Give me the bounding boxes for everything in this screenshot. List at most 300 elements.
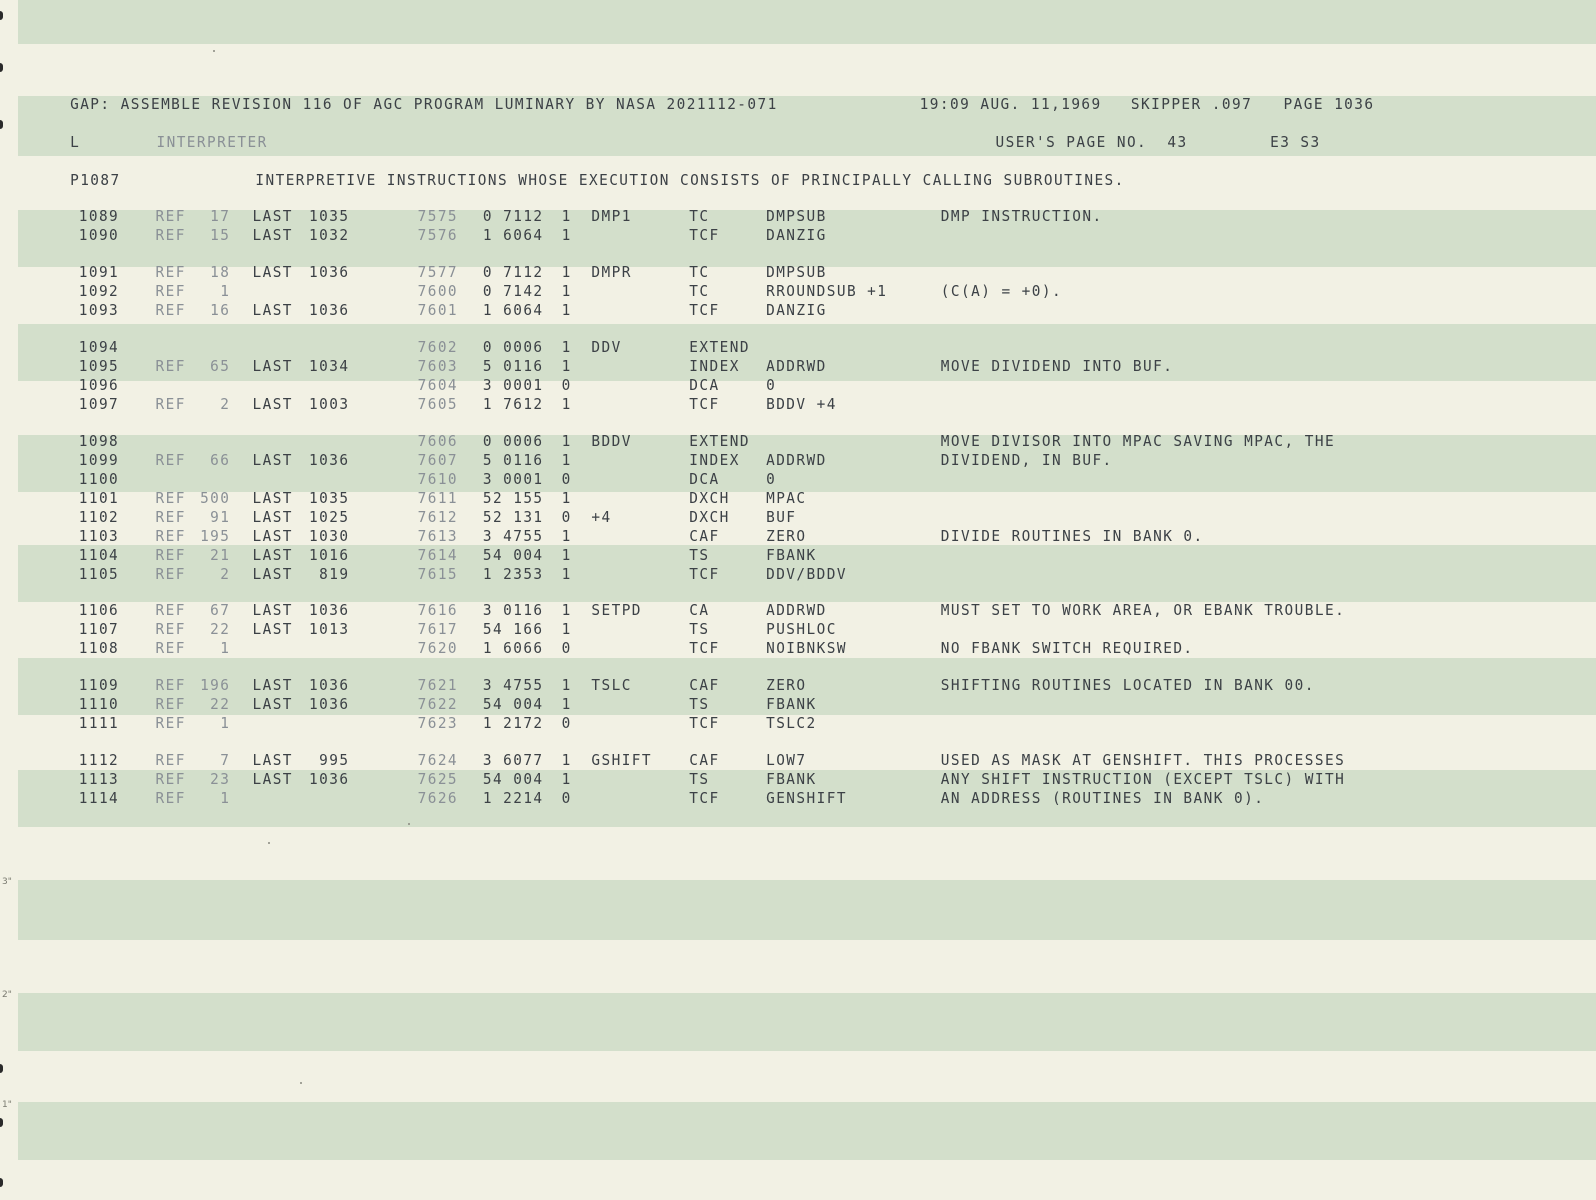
listing-cell-word: 1 6066 <box>482 639 544 657</box>
header-line <box>0 94 1440 114</box>
listing-cell-comment: AN ADDRESS (ROUTINES IN BANK 0). <box>940 789 1265 807</box>
listing-cell-refn: 7 <box>220 751 231 769</box>
listing-cell-word: 1 2353 <box>482 565 544 583</box>
listing-cell-last: LAST <box>252 546 293 564</box>
listing-cell-operand: TSLC2 <box>766 714 817 732</box>
listing-cell-last: LAST <box>252 301 293 319</box>
listing-cell-operand: FBANK <box>766 695 817 713</box>
listing-cell-operand: ZERO <box>766 676 807 694</box>
listing-cell-last: LAST <box>252 751 293 769</box>
listing-cell-op: TS <box>689 770 710 788</box>
listing-cell-operand: ADDRWD <box>766 451 827 469</box>
listing-row <box>0 788 1440 808</box>
listing-cell-refn: 23 <box>210 770 231 788</box>
listing-cell-line: 1105 <box>78 565 120 583</box>
listing-cell-ref: REF <box>155 282 186 300</box>
listing-cell-operand: 0 <box>766 376 777 394</box>
listing-cell-addr: 7604 <box>417 376 459 394</box>
paper-speck <box>268 842 270 844</box>
listing-cell-operand: MPAC <box>766 489 807 507</box>
bank-code: E3 S3 <box>1270 133 1321 151</box>
listing-cell-addr: 7620 <box>417 639 459 657</box>
listing-row <box>0 564 1440 584</box>
listing-cell-label: SETPD <box>591 601 642 619</box>
assembly-timestamp: 19:09 AUG. 11,1969 <box>919 95 1102 113</box>
listing-cell-lastn: 1036 <box>309 451 350 469</box>
listing-cell-addr: 7624 <box>417 751 459 769</box>
listing-cell-refn: 21 <box>210 546 231 564</box>
listing-cell-line: 1114 <box>78 789 120 807</box>
page-number: PAGE 1036 <box>1283 95 1375 113</box>
listing-cell-op: EXTEND <box>689 432 750 450</box>
log-section-id: P1087 <box>70 171 121 189</box>
listing-cell-word: 54 004 <box>482 770 544 788</box>
listing-cell-op: TCF <box>689 226 720 244</box>
listing-cell-line: 1111 <box>78 714 120 732</box>
listing-cell-operand: FBANK <box>766 546 817 564</box>
listing-cell-refn: 1 <box>220 714 231 732</box>
listing-row <box>0 375 1440 395</box>
listing-cell-op: TC <box>689 207 710 225</box>
listing-cell-label: GSHIFT <box>591 751 653 769</box>
listing-row <box>0 694 1440 714</box>
listing-cell-addr: 7575 <box>417 207 459 225</box>
listing-cell-refn: 66 <box>210 451 231 469</box>
listing-cell-refn: 1 <box>220 789 231 807</box>
listing-cell-lastn: 1035 <box>309 489 350 507</box>
listing-cell-word: 54 004 <box>482 546 544 564</box>
listing-cell-addr: 7600 <box>417 282 459 300</box>
listing-cell-addr: 7610 <box>417 470 459 488</box>
listing-cell-lastn: 1034 <box>309 357 350 375</box>
listing-cell-par: 1 <box>561 489 572 507</box>
paper-speck <box>300 1082 302 1084</box>
listing-cell-lastn: 1025 <box>309 508 350 526</box>
listing-cell-operand: ADDRWD <box>766 601 827 619</box>
listing-cell-last: LAST <box>252 207 293 225</box>
listing-cell-line: 1108 <box>78 639 120 657</box>
listing-cell-addr: 7622 <box>417 695 459 713</box>
listing-row <box>0 469 1440 489</box>
margin-mark: 2" <box>2 990 12 1000</box>
listing-cell-line: 1109 <box>78 676 120 694</box>
listing-cell-addr: 7616 <box>417 601 459 619</box>
listing-cell-refn: 2 <box>220 565 231 583</box>
listing-cell-op: TC <box>689 282 710 300</box>
listing-row <box>0 769 1440 789</box>
listing-cell-op: EXTEND <box>689 338 750 356</box>
listing-cell-lastn: 1030 <box>309 527 350 545</box>
listing-cell-last: LAST <box>252 527 293 545</box>
listing-cell-refn: 196 <box>200 676 231 694</box>
listing-cell-par: 1 <box>561 770 572 788</box>
listing-cell-line: 1102 <box>78 508 120 526</box>
listing-cell-addr: 7613 <box>417 527 459 545</box>
listing-cell-last: LAST <box>252 489 293 507</box>
listing-cell-par: 0 <box>561 639 572 657</box>
listing-row <box>0 713 1440 733</box>
skipper-value: SKIPPER .097 <box>1130 95 1253 113</box>
listing-cell-par: 0 <box>561 376 572 394</box>
listing-cell-word: 3 0001 <box>482 470 544 488</box>
listing-cell-last: LAST <box>252 508 293 526</box>
listing-cell-line: 1104 <box>78 546 120 564</box>
listing-row <box>0 600 1440 620</box>
listing-cell-op: DXCH <box>689 489 730 507</box>
listing-cell-par: 0 <box>561 508 572 526</box>
listing-row <box>0 300 1440 320</box>
listing-cell-word: 0 0006 <box>482 338 544 356</box>
listing-cell-word: 3 4755 <box>482 527 544 545</box>
listing-cell-addr: 7617 <box>417 620 459 638</box>
listing-cell-op: CAF <box>689 751 720 769</box>
paper-stripe <box>18 993 1596 1051</box>
listing-cell-refn: 2 <box>220 395 231 413</box>
listing-cell-op: TCF <box>689 639 720 657</box>
listing-cell-word: 3 0001 <box>482 376 544 394</box>
listing-cell-last: LAST <box>252 620 293 638</box>
listing-cell-comment: MOVE DIVISOR INTO MPAC SAVING MPAC, THE <box>940 432 1336 450</box>
listing-cell-par: 1 <box>561 565 572 583</box>
listing-cell-line: 1090 <box>78 226 120 244</box>
listing-cell-addr: 7607 <box>417 451 459 469</box>
listing-cell-word: 52 131 <box>482 508 544 526</box>
listing-cell-lastn: 1036 <box>309 770 350 788</box>
listing-cell-ref: REF <box>155 226 186 244</box>
listing-cell-refn: 18 <box>210 263 231 281</box>
listing-cell-label: DMPR <box>591 263 632 281</box>
listing-cell-operand: PUSHLOC <box>766 620 837 638</box>
listing-cell-ref: REF <box>155 565 186 583</box>
listing-row <box>0 225 1440 245</box>
listing-cell-word: 1 6064 <box>482 301 544 319</box>
listing-cell-word: 0 7142 <box>482 282 544 300</box>
listing-cell-par: 1 <box>561 601 572 619</box>
listing-cell-refn: 1 <box>220 282 231 300</box>
listing-cell-comment: SHIFTING ROUTINES LOCATED IN BANK 00. <box>940 676 1315 694</box>
listing-cell-addr: 7606 <box>417 432 459 450</box>
listing-cell-par: 1 <box>561 695 572 713</box>
listing-cell-addr: 7626 <box>417 789 459 807</box>
listing-cell-last: LAST <box>252 357 293 375</box>
listing-cell-par: 1 <box>561 751 572 769</box>
listing-cell-comment: NO FBANK SWITCH REQUIRED. <box>940 639 1194 657</box>
listing-row <box>0 526 1440 546</box>
listing-cell-addr: 7621 <box>417 676 459 694</box>
listing-cell-last: LAST <box>252 226 293 244</box>
listing-cell-par: 1 <box>561 301 572 319</box>
listing-cell-operand: 0 <box>766 470 777 488</box>
listing-cell-refn: 91 <box>210 508 231 526</box>
listing-cell-comment: (C(A) = +0). <box>940 282 1063 300</box>
listing-cell-lastn: 1016 <box>309 546 350 564</box>
listing-row <box>0 262 1440 282</box>
listing-cell-addr: 7614 <box>417 546 459 564</box>
listing-cell-lastn: 1036 <box>309 676 350 694</box>
listing-cell-op: TCF <box>689 565 720 583</box>
listing-cell-operand: DANZIG <box>766 301 827 319</box>
listing-cell-word: 3 6077 <box>482 751 544 769</box>
listing-cell-operand: RROUNDSUB +1 <box>766 282 888 300</box>
listing-cell-operand: NOIBNKSW <box>766 639 847 657</box>
listing-cell-word: 5 0116 <box>482 357 544 375</box>
listing-cell-line: 1093 <box>78 301 120 319</box>
listing-cell-par: 1 <box>561 620 572 638</box>
listing-cell-addr: 7602 <box>417 338 459 356</box>
listing-cell-line: 1106 <box>78 601 120 619</box>
binding-mark <box>0 1118 3 1127</box>
listing-cell-refn: 1 <box>220 639 231 657</box>
listing-cell-word: 1 2214 <box>482 789 544 807</box>
listing-cell-label: DMP1 <box>591 207 632 225</box>
listing-cell-word: 54 004 <box>482 695 544 713</box>
listing-cell-operand: DANZIG <box>766 226 827 244</box>
listing-cell-comment: MOVE DIVIDEND INTO BUF. <box>940 357 1174 375</box>
listing-cell-comment: USED AS MASK AT GENSHIFT. THIS PROCESSES <box>940 751 1346 769</box>
listing-cell-word: 0 7112 <box>482 207 544 225</box>
binding-mark <box>0 1178 3 1187</box>
listing-cell-op: CA <box>689 601 710 619</box>
listing-cell-last: LAST <box>252 451 293 469</box>
listing-cell-op: DXCH <box>689 508 730 526</box>
listing-row <box>0 450 1440 470</box>
listing-cell-lastn: 1036 <box>309 601 350 619</box>
margin-mark: 3" <box>2 877 12 887</box>
listing-cell-last: LAST <box>252 676 293 694</box>
listing-cell-addr: 7623 <box>417 714 459 732</box>
listing-cell-par: 1 <box>561 282 572 300</box>
binding-mark <box>0 63 3 72</box>
listing-cell-refn: 17 <box>210 207 231 225</box>
listing-cell-ref: REF <box>155 770 186 788</box>
listing-cell-lastn: 1036 <box>309 301 350 319</box>
listing-cell-label: +4 <box>591 508 612 526</box>
listing-cell-lastn: 1003 <box>309 395 350 413</box>
paper-speck <box>213 50 215 52</box>
listing-cell-label: BDDV <box>591 432 632 450</box>
listing-cell-op: TS <box>689 695 710 713</box>
listing-cell-operand: DMPSUB <box>766 207 827 225</box>
listing-cell-last: LAST <box>252 263 293 281</box>
listing-cell-label: DDV <box>591 338 622 356</box>
listing-cell-refn: 22 <box>210 620 231 638</box>
listing-cell-line: 1112 <box>78 751 120 769</box>
listing-cell-last: LAST <box>252 565 293 583</box>
listing-cell-comment: DMP INSTRUCTION. <box>940 207 1103 225</box>
listing-cell-ref: REF <box>155 620 186 638</box>
listing-row <box>0 488 1440 508</box>
listing-row <box>0 356 1440 376</box>
listing-cell-ref: REF <box>155 489 186 507</box>
paper-stripe <box>18 0 1596 44</box>
listing-row <box>0 619 1440 639</box>
listing-cell-par: 0 <box>561 470 572 488</box>
listing-cell-par: 0 <box>561 714 572 732</box>
listing-cell-ref: REF <box>155 639 186 657</box>
listing-cell-op: TS <box>689 546 710 564</box>
listing-cell-operand: BUF <box>766 508 797 526</box>
listing-cell-ref: REF <box>155 508 186 526</box>
listing-cell-ref: REF <box>155 714 186 732</box>
listing-cell-line: 1107 <box>78 620 120 638</box>
listing-cell-par: 1 <box>561 451 572 469</box>
listing-cell-last: LAST <box>252 770 293 788</box>
listing-cell-ref: REF <box>155 751 186 769</box>
listing-cell-line: 1098 <box>78 432 120 450</box>
listing-cell-comment: ANY SHIFT INSTRUCTION (EXCEPT TSLC) WITH <box>940 770 1346 788</box>
listing-cell-addr: 7605 <box>417 395 459 413</box>
listing-cell-comment: MUST SET TO WORK AREA, OR EBANK TROUBLE. <box>940 601 1346 619</box>
listing-cell-word: 3 0116 <box>482 601 544 619</box>
listing-cell-ref: REF <box>155 263 186 281</box>
listing-cell-op: DCA <box>689 376 720 394</box>
listing-cell-word: 0 7112 <box>482 263 544 281</box>
listing-cell-ref: REF <box>155 357 186 375</box>
listing-cell-addr: 7603 <box>417 357 459 375</box>
assembly-title: GAP: ASSEMBLE REVISION 116 OF AGC PROGRAM LUMINARY BY NASA 2021112-071 <box>70 95 778 113</box>
listing-cell-operand: ADDRWD <box>766 357 827 375</box>
listing-cell-addr: 7611 <box>417 489 459 507</box>
listing-cell-ref: REF <box>155 207 186 225</box>
listing-cell-par: 1 <box>561 207 572 225</box>
section-mark: L <box>70 133 81 151</box>
listing-cell-addr: 7612 <box>417 508 459 526</box>
listing-cell-line: 1092 <box>78 282 120 300</box>
listing-cell-par: 1 <box>561 676 572 694</box>
listing-cell-addr: 7615 <box>417 565 459 583</box>
listing-cell-refn: 15 <box>210 226 231 244</box>
listing-cell-lastn: 995 <box>319 751 350 769</box>
log-section-description: INTERPRETIVE INSTRUCTIONS WHOSE EXECUTION CONSISTS OF PRINCIPALLY CALLING SUBROUTINES. <box>255 171 1125 189</box>
listing-cell-refn: 22 <box>210 695 231 713</box>
listing-cell-lastn: 819 <box>319 565 350 583</box>
users-page-number: USER'S PAGE NO. 43 <box>995 133 1188 151</box>
listing-row <box>0 750 1440 770</box>
listing-cell-last: LAST <box>252 601 293 619</box>
paper-stripe <box>18 880 1596 940</box>
listing-cell-refn: 195 <box>200 527 231 545</box>
listing-cell-lastn: 1035 <box>309 207 350 225</box>
listing-cell-addr: 7577 <box>417 263 459 281</box>
listing-cell-word: 1 7612 <box>482 395 544 413</box>
listing-cell-op: TCF <box>689 789 720 807</box>
listing-row <box>0 394 1440 414</box>
paper-stripe <box>18 1102 1596 1160</box>
listing-cell-word: 54 166 <box>482 620 544 638</box>
listing-cell-op: TC <box>689 263 710 281</box>
listing-row <box>0 675 1440 695</box>
listing-row <box>0 337 1440 357</box>
listing-cell-line: 1094 <box>78 338 120 356</box>
subheader-line <box>0 132 1440 152</box>
listing-cell-operand: FBANK <box>766 770 817 788</box>
listing-cell-lastn: 1036 <box>309 695 350 713</box>
listing-cell-op: TS <box>689 620 710 638</box>
listing-cell-label: TSLC <box>591 676 632 694</box>
listing-cell-operand: LOW7 <box>766 751 807 769</box>
listing-cell-ref: REF <box>155 546 186 564</box>
listing-cell-comment: DIVIDEND, IN BUF. <box>940 451 1113 469</box>
listing-cell-par: 1 <box>561 263 572 281</box>
binding-mark <box>0 11 3 20</box>
listing-cell-addr: 7625 <box>417 770 459 788</box>
listing-cell-op: DCA <box>689 470 720 488</box>
listing-cell-lastn: 1013 <box>309 620 350 638</box>
listing-cell-par: 1 <box>561 432 572 450</box>
listing-cell-op: INDEX <box>689 451 740 469</box>
listing-row <box>0 507 1440 527</box>
listing-cell-par: 1 <box>561 395 572 413</box>
listing-cell-operand: BDDV +4 <box>766 395 837 413</box>
listing-cell-ref: REF <box>155 695 186 713</box>
listing-cell-addr: 7601 <box>417 301 459 319</box>
listing-cell-line: 1095 <box>78 357 120 375</box>
listing-cell-par: 1 <box>561 357 572 375</box>
listing-cell-addr: 7576 <box>417 226 459 244</box>
listing-cell-lastn: 1036 <box>309 263 350 281</box>
listing-row <box>0 431 1440 451</box>
listing-cell-par: 0 <box>561 789 572 807</box>
listing-cell-word: 5 0116 <box>482 451 544 469</box>
listing-cell-par: 1 <box>561 527 572 545</box>
listing-cell-line: 1096 <box>78 376 120 394</box>
listing-row <box>0 206 1440 226</box>
listing-cell-ref: REF <box>155 676 186 694</box>
paper-speck <box>408 823 410 825</box>
listing-row <box>0 281 1440 301</box>
listing-cell-operand: ZERO <box>766 527 807 545</box>
listing-cell-par: 1 <box>561 546 572 564</box>
listing-cell-operand: GENSHIFT <box>766 789 847 807</box>
listing-cell-op: CAF <box>689 527 720 545</box>
listing-cell-ref: REF <box>155 789 186 807</box>
listing-cell-word: 1 2172 <box>482 714 544 732</box>
listing-cell-operand: DDV/BDDV <box>766 565 847 583</box>
listing-cell-line: 1110 <box>78 695 120 713</box>
listing-cell-word: 1 6064 <box>482 226 544 244</box>
listing-cell-op: TCF <box>689 301 720 319</box>
listing-cell-op: CAF <box>689 676 720 694</box>
listing-cell-line: 1101 <box>78 489 120 507</box>
listing-cell-last: LAST <box>252 395 293 413</box>
listing-row <box>0 545 1440 565</box>
listing-cell-op: INDEX <box>689 357 740 375</box>
log-section-line <box>0 170 1440 190</box>
listing-cell-line: 1099 <box>78 451 120 469</box>
listing-cell-par: 1 <box>561 226 572 244</box>
listing-cell-op: TCF <box>689 714 720 732</box>
margin-mark: 1" <box>2 1100 12 1110</box>
listing-cell-par: 1 <box>561 338 572 356</box>
section-name: INTERPRETER <box>156 133 268 151</box>
listing-cell-refn: 500 <box>200 489 231 507</box>
listing-cell-op: TCF <box>689 395 720 413</box>
listing-cell-lastn: 1032 <box>309 226 350 244</box>
listing-cell-word: 0 0006 <box>482 432 544 450</box>
listing-cell-operand: DMPSUB <box>766 263 827 281</box>
listing-cell-line: 1103 <box>78 527 120 545</box>
listing-cell-ref: REF <box>155 451 186 469</box>
listing-cell-ref: REF <box>155 601 186 619</box>
listing-cell-refn: 16 <box>210 301 231 319</box>
listing-cell-word: 52 155 <box>482 489 544 507</box>
binding-mark <box>0 1064 3 1073</box>
listing-cell-ref: REF <box>155 395 186 413</box>
listing-cell-line: 1091 <box>78 263 120 281</box>
listing-cell-refn: 65 <box>210 357 231 375</box>
listing-cell-ref: REF <box>155 301 186 319</box>
listing-cell-last: LAST <box>252 695 293 713</box>
